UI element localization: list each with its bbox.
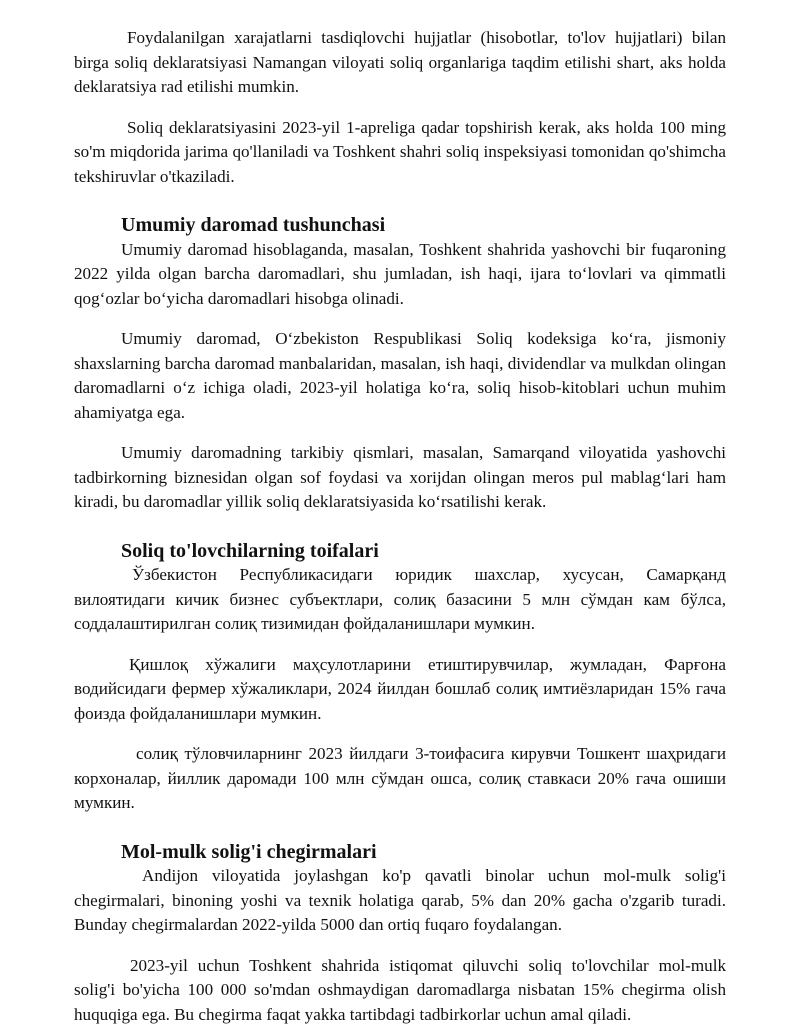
paragraph-andijan-deductions: Andijon viloyatida joylashgan ko'p qavatli binolar uchun mol-mulk solig'i chegirmalari, binoning yoshi va texnik holatiga qarab, 5% dan 20% gacha o'zgarib turadi. Bunday chegirmalardan 2022-yilda 5000 dan ortiq fuqaro foydalangan. — [74, 866, 726, 934]
document-page — [74, 26, 726, 1027]
paragraph-total-income-definition: Umumiy daromad, O‘zbekiston Respublikasi Soliq kodeksiga ko‘ra, jismoniy shaxslarning barcha daromad manbalaridan, masalan, ish haqi, dividendlar va mulkdan olingan daromadlarni o‘z ichiga oladi, 2023-yil holatiga ko‘ra, soliq hisob-kitoblari uchun muhim ahamiyatga ega. — [74, 329, 726, 422]
paragraph-total-income-calculation: Umumiy daromad hisoblaganda, masalan, Toshkent shahrida yashovchi bir fuqaroning 2022 yilda olgan barcha daromadlari, shu jumladan, ish haqi, ijara to‘lovlari va qimmatli qog‘ozlar bo‘yicha daromadlari hisobga olinadi. — [74, 239, 726, 308]
paragraph-tashkent-deduction: 2023-yil uchun Toshkent shahrida istiqomat qiluvchi soliq to'lovchilar mol-mulk solig'i bo'yicha 100 000 so'mdan oshmaydigan daromadlarga nisbatan 15% chegirma olish huquqiga ega. Bu chegirma faqat yakka tartibdagi tadbirkorlar uchun amal qiladi. — [74, 955, 726, 1024]
section-heading-taxpayer-categories: Soliq to'lovchilarning toifalari — [121, 539, 379, 562]
section-heading-total-income: Umumiy daromad tushunchasi — [121, 214, 386, 236]
paragraph-legal-entities: Ўзбекистон Республикасидаги юридик шахслар, хусусан, Самарқанд вилоятидаги кичик бизнес субъектлари, солиқ базасини 5 млн сўмдан кам бўлса, соддалаштирилган солиқ тизимидан фойдаланишлари мумкин. — [74, 565, 726, 633]
paragraph-third-category: солиқ тўловчиларнинг 2023 йилдаги 3-тоифасига кирувчи Тошкент шаҳридаги корхоналар, йиллик даромади 100 млн сўмдан ошса, солиқ ставкаси 20% гача ошиши мумкин. — [74, 744, 726, 812]
section-heading-property-tax-deductions: Mol-mulk solig'i chegirmalari — [121, 840, 377, 863]
paragraph-supporting-documents: Foydalanilgan xarajatlarni tasdiqlovchi hujjatlar (hisobotlar, to'lov hujjatlari) bilan birga soliq deklaratsiyasi Namangan viloyati soliq organlariga taqdim etilishi shart, aks holda deklaratsiya rad etilishi mumkin. — [74, 28, 726, 96]
paragraph-total-income-components: Umumiy daromadning tarkibiy qismlari, masalan, Samarqand viloyatida yashovchi tadbirkorning biznesidan olgan sof foydasi va xorijdan olingan meros pul mablag‘lari ham kiradi, bu daromadlar yillik soliq deklaratsiyasida ko‘rsatilishi kerak. — [74, 443, 726, 511]
paragraph-deadline: Soliq deklaratsiyasini 2023-yil 1-apreliga qadar topshirish kerak, aks holda 100 ming so'm miqdorida jarima qo'llaniladi va Toshkent shahri soliq inspeksiyasi tomonidan qo'shimcha tekshiruvlar o'tkaziladi. — [74, 117, 726, 186]
paragraph-agricultural-producers: Қишлоқ хўжалиги маҳсулотларини етиштирувчилар, жумладан, Фарғона водийсидаги фермер хўжаликлари, 2024 йилдан бошлаб солиқ имтиёзларидан 15% гача фоизда фойдаланишлари мумкин. — [74, 654, 726, 723]
